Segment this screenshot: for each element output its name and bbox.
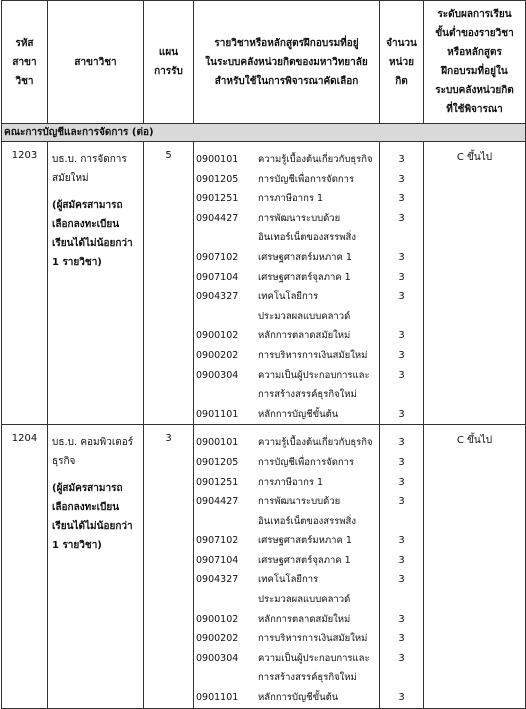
course-name: หลักการบัญชีขั้นต้น bbox=[258, 408, 339, 420]
course-units: 3 bbox=[398, 369, 405, 381]
course-code: 0904427 bbox=[196, 496, 239, 508]
course-name: การบริหารการเงินสมัยใหม่ bbox=[258, 349, 368, 361]
course-name: อินเทอร์เน็ตของสรรพสิ่ง bbox=[258, 515, 356, 527]
course-code: 0901101 bbox=[196, 408, 239, 420]
course-name: การบัญชีเพื่อการจัดการ bbox=[258, 173, 355, 185]
course-name: การพัฒนาระบบด้วย bbox=[258, 496, 341, 508]
course-units: 3 bbox=[398, 535, 405, 547]
course-units: 3 bbox=[398, 173, 405, 185]
course-name: เศรษฐศาสตร์จุลภาค 1 bbox=[258, 271, 351, 283]
course-name: การบัญชีเพื่อการจัดการ bbox=[258, 456, 355, 468]
course-name: อินเทอร์เน็ตของสรรพสิ่ง bbox=[258, 232, 356, 244]
table-row bbox=[2, 425, 526, 708]
course-units: 3 bbox=[398, 193, 405, 205]
course-name: หลักการบัญชีขั้นต้น bbox=[258, 692, 339, 704]
branch-note-line: 1 รายวิชา) bbox=[52, 540, 102, 552]
course-item bbox=[196, 228, 379, 248]
course-code: 0901251 bbox=[196, 476, 239, 488]
header-row bbox=[2, 1, 526, 124]
course-item bbox=[196, 287, 379, 307]
min-grade: C ขึ้นไป bbox=[424, 142, 526, 425]
course-code: 0900101 bbox=[196, 437, 239, 449]
course-units bbox=[380, 668, 423, 688]
branch-note bbox=[52, 196, 139, 272]
branch-name-line: สมัยใหม่ bbox=[52, 173, 89, 184]
course-code bbox=[196, 590, 258, 610]
branch-name-line: บธ.บ. การจัดการ bbox=[52, 154, 127, 165]
course-item bbox=[196, 512, 379, 532]
branch-code: 1203 bbox=[2, 142, 48, 425]
course-name: เศรษฐศาสตร์มหภาค 1 bbox=[258, 535, 352, 547]
header-courses: รายวิชาหรือหลักสูตรฝึกอบรมที่อยู่ ในระบบคลังหน่วยกิตของมหาวิทยาลัย สำหรับใช้ในการพิจารณาคัดเลือก bbox=[194, 1, 380, 124]
course-code: 0900304 bbox=[196, 369, 239, 381]
branch-note-line: (ผู้สมัครสามารถ bbox=[52, 483, 123, 495]
branch-cell bbox=[48, 142, 144, 425]
course-item bbox=[196, 385, 379, 405]
branch-note-line: เลือกลงทะเบียน bbox=[52, 219, 120, 230]
course-units bbox=[380, 228, 423, 248]
course-item bbox=[196, 150, 379, 170]
header-branch: สาขาวิชา bbox=[48, 1, 144, 124]
course-code: 0900304 bbox=[196, 652, 239, 664]
course-code: 0900202 bbox=[196, 349, 239, 361]
course-code: 0900202 bbox=[196, 633, 239, 645]
course-name: หลักการตลาดสมัยใหม่ bbox=[258, 613, 351, 625]
course-units: 3 bbox=[398, 496, 405, 508]
course-code bbox=[196, 228, 258, 248]
course-code: 0904327 bbox=[196, 291, 239, 303]
course-code: 0901101 bbox=[196, 692, 239, 704]
course-item bbox=[196, 492, 379, 512]
course-item bbox=[196, 668, 379, 688]
course-name: ประมวลผลแบบคลาวด์ bbox=[258, 594, 351, 606]
admission-table bbox=[1, 0, 526, 709]
course-code: 0907102 bbox=[196, 535, 239, 547]
course-name: ความเป็นผู้ประกอบการและ bbox=[258, 652, 370, 664]
course-units bbox=[380, 307, 423, 327]
course-units: 3 bbox=[398, 154, 405, 165]
branch-note-line: 1 รายวิชา) bbox=[52, 257, 102, 268]
course-list bbox=[194, 425, 380, 708]
branch-code: 1204 bbox=[2, 425, 48, 708]
course-list bbox=[194, 142, 380, 425]
course-name: การภาษีอากร 1 bbox=[258, 476, 324, 488]
course-name: ประมวลผลแบบคลาวด์ bbox=[258, 310, 351, 322]
course-item bbox=[196, 531, 379, 551]
branch-note-line: เลือกลงทะเบียน bbox=[52, 502, 120, 514]
course-item bbox=[196, 248, 379, 268]
course-units: 3 bbox=[398, 692, 405, 704]
course-code bbox=[196, 512, 258, 532]
course-item bbox=[196, 453, 379, 473]
course-units: 3 bbox=[398, 251, 405, 263]
header-code: รหัส สาขา วิชา bbox=[2, 1, 48, 124]
course-code bbox=[196, 668, 258, 688]
course-units: 3 bbox=[398, 437, 405, 449]
course-name: การบริหารการเงินสมัยใหม่ bbox=[258, 633, 368, 645]
course-code: 0900101 bbox=[196, 154, 239, 165]
course-units: 3 bbox=[398, 574, 405, 586]
course-code: 0904427 bbox=[196, 212, 239, 224]
course-item bbox=[196, 649, 379, 669]
course-name: เทคโนโลยีการ bbox=[258, 574, 319, 586]
course-name: เศรษฐศาสตร์มหภาค 1 bbox=[258, 251, 352, 263]
course-item bbox=[196, 688, 379, 708]
section-row bbox=[2, 124, 526, 142]
course-item bbox=[196, 346, 379, 366]
course-name: การพัฒนาระบบด้วย bbox=[258, 212, 341, 224]
course-units bbox=[380, 385, 423, 405]
course-code: 0907104 bbox=[196, 271, 239, 283]
course-units: 3 bbox=[398, 476, 405, 488]
units-list bbox=[380, 142, 424, 425]
course-item bbox=[196, 268, 379, 288]
course-code: 0907104 bbox=[196, 554, 239, 566]
course-code: 0907102 bbox=[196, 251, 239, 263]
course-name: การสร้างสรรค์ธุรกิจใหม่ bbox=[258, 389, 357, 401]
course-units bbox=[380, 512, 423, 532]
course-code: 0901205 bbox=[196, 456, 239, 468]
course-code: 0900102 bbox=[196, 330, 239, 342]
course-units: 3 bbox=[398, 652, 405, 664]
section-title: คณะการบัญชีและการจัดการ (ต่อ) bbox=[2, 124, 526, 142]
course-name: ความเป็นผู้ประกอบการและ bbox=[258, 369, 370, 381]
header-plan: แผน การรับ bbox=[144, 1, 194, 124]
plan-count: 3 bbox=[144, 425, 194, 708]
branch-note bbox=[52, 479, 139, 555]
course-item bbox=[196, 307, 379, 327]
course-item bbox=[196, 405, 379, 425]
course-item bbox=[196, 326, 379, 346]
course-item bbox=[196, 610, 379, 630]
branch-note-line: เรียนได้ไม่น้อยกว่า bbox=[52, 521, 133, 533]
course-code: 0901205 bbox=[196, 173, 239, 185]
course-units: 3 bbox=[398, 456, 405, 468]
course-item bbox=[196, 590, 379, 610]
course-units bbox=[380, 590, 423, 610]
course-units: 3 bbox=[398, 633, 405, 645]
course-name: เทคโนโลยีการ bbox=[258, 291, 319, 303]
course-code: 0904327 bbox=[196, 574, 239, 586]
course-name: การสร้างสรรค์ธุรกิจใหม่ bbox=[258, 672, 357, 684]
course-item bbox=[196, 551, 379, 571]
course-units: 3 bbox=[398, 271, 405, 283]
branch-name-line: ธุรกิจ bbox=[52, 456, 76, 468]
course-units: 3 bbox=[398, 554, 405, 566]
course-item bbox=[196, 433, 379, 453]
course-code bbox=[196, 385, 258, 405]
branch-cell bbox=[48, 425, 144, 708]
min-grade: C ขึ้นไป bbox=[424, 425, 526, 708]
course-item bbox=[196, 366, 379, 386]
course-item bbox=[196, 629, 379, 649]
plan-count: 5 bbox=[144, 142, 194, 425]
course-units: 3 bbox=[398, 291, 405, 303]
course-units: 3 bbox=[398, 349, 405, 361]
course-name: หลักการตลาดสมัยใหม่ bbox=[258, 330, 351, 342]
course-code: 0901251 bbox=[196, 193, 239, 205]
course-name: ความรู้เบื้องต้นเกี่ยวกับธุรกิจ bbox=[258, 154, 373, 165]
course-item bbox=[196, 170, 379, 190]
course-units: 3 bbox=[398, 408, 405, 420]
course-units: 3 bbox=[398, 330, 405, 342]
header-grade: ระดับผลการเรียน ขั้นต่ำของรายวิชา หรือหลักสูตร ฝึกอบรมที่อยู่ใน ระบบคลังหน่วยกิต ที่ใช้พิจารณา bbox=[424, 1, 526, 124]
units-list bbox=[380, 425, 424, 708]
branch-note-line: เรียนได้ไม่น้อยกว่า bbox=[52, 238, 133, 249]
course-code: 0900102 bbox=[196, 613, 239, 625]
course-name: เศรษฐศาสตร์จุลภาค 1 bbox=[258, 554, 351, 566]
course-item bbox=[196, 473, 379, 493]
course-name: ความรู้เบื้องต้นเกี่ยวกับธุรกิจ bbox=[258, 437, 373, 449]
branch-name-line: บธ.บ. คอมพิวเตอร์ bbox=[52, 437, 134, 449]
course-units: 3 bbox=[398, 212, 405, 224]
course-name: การภาษีอากร 1 bbox=[258, 193, 324, 205]
course-units: 3 bbox=[398, 613, 405, 625]
course-code bbox=[196, 307, 258, 327]
header-units: จำนวน หน่วย กิต bbox=[380, 1, 424, 124]
course-item bbox=[196, 209, 379, 229]
branch-note-line: (ผู้สมัครสามารถ bbox=[52, 200, 123, 211]
course-item bbox=[196, 189, 379, 209]
course-item bbox=[196, 570, 379, 590]
table-row bbox=[2, 142, 526, 425]
